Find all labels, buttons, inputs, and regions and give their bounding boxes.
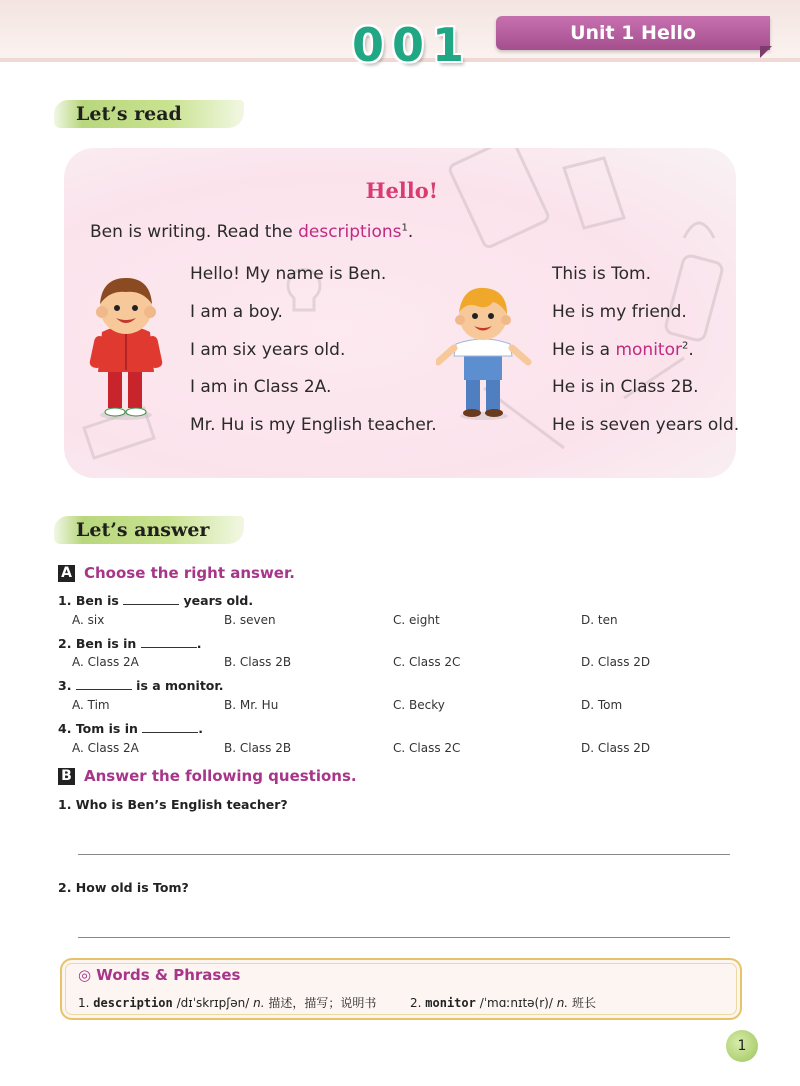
instruction-suffix: . xyxy=(407,222,414,242)
tom-line-3-suffix: . xyxy=(688,340,694,360)
ben-line-4: I am in Class 2A. xyxy=(190,377,332,397)
ben-line-5: Mr. Hu is my English teacher. xyxy=(190,415,437,435)
vocab-phonetic: /ˈmɑːnɪtə(r)/ xyxy=(479,996,553,1010)
question-b1: 1. Who is Ben’s English teacher? xyxy=(58,797,288,812)
option-a4-d[interactable]: D. Class 2D xyxy=(581,741,651,755)
vocab-item-1 xyxy=(78,994,376,1011)
option-a2-c[interactable]: C. Class 2C xyxy=(393,655,461,669)
answer-blank[interactable] xyxy=(76,679,132,690)
vocab-pos: n. xyxy=(556,996,569,1010)
option-a2-a[interactable]: A. Class 2A xyxy=(72,655,139,669)
vocab-number: 2. xyxy=(410,996,422,1010)
tom-line-3 xyxy=(552,340,694,360)
tom-line-5: He is seven years old. xyxy=(552,415,740,435)
ribbon-fold xyxy=(760,46,772,58)
option-a2-b[interactable]: B. Class 2B xyxy=(224,655,292,669)
answer-blank[interactable] xyxy=(141,637,197,648)
option-a3-d[interactable]: D. Tom xyxy=(581,698,623,712)
question-a4 xyxy=(58,721,203,736)
question-text: . xyxy=(198,721,204,736)
ben-line-2: I am a boy. xyxy=(190,302,283,322)
question-text: Ben is in xyxy=(75,636,137,651)
tom-line-3-prefix: He is a xyxy=(552,340,616,360)
option-a4-a[interactable]: A. Class 2A xyxy=(72,741,139,755)
tom-line-4: He is in Class 2B. xyxy=(552,377,699,397)
unit-title-ribbon: Unit 1 Hello xyxy=(496,16,770,50)
vocab-meaning: 班长 xyxy=(571,996,596,1010)
ben-line-3: I am six years old. xyxy=(190,340,346,360)
question-text: Tom is in xyxy=(75,721,138,736)
option-a1-a[interactable]: A. six xyxy=(72,613,105,627)
option-a3-b[interactable]: B. Mr. Hu xyxy=(224,698,279,712)
answer-blank[interactable] xyxy=(123,594,179,605)
question-a2 xyxy=(58,636,201,651)
option-a3-a[interactable]: A. Tim xyxy=(72,698,110,712)
answer-blank[interactable] xyxy=(142,722,198,733)
question-text: . xyxy=(196,636,202,651)
option-a2-d[interactable]: D. Class 2D xyxy=(581,655,651,669)
option-a1-b[interactable]: B. seven xyxy=(224,613,276,627)
vocab-word: monitor xyxy=(425,996,476,1010)
vocab-number: 1. xyxy=(78,996,90,1010)
tom-line-2: He is my friend. xyxy=(552,302,687,322)
option-a3-c[interactable]: C. Becky xyxy=(393,698,445,712)
question-number: 1. xyxy=(58,593,72,608)
vocab-word: description xyxy=(93,996,173,1010)
section-b-title: Answer the following questions. xyxy=(84,767,357,785)
instruction-prefix: Ben is writing. Read the xyxy=(90,222,299,242)
question-number: 3. xyxy=(58,678,72,693)
vocab-meaning: 描述，描写；说明书 xyxy=(268,996,377,1010)
section-a-badge: A xyxy=(58,565,75,582)
ben-line-1: Hello! My name is Ben. xyxy=(190,264,387,284)
question-a1 xyxy=(58,593,253,608)
answer-line-b1[interactable] xyxy=(78,854,730,855)
reading-instruction xyxy=(90,222,413,242)
reading-title: Hello! xyxy=(365,178,438,203)
vocab-pos: n. xyxy=(253,996,265,1010)
option-a4-b[interactable]: B. Class 2B xyxy=(224,741,292,755)
vocab-phonetic: /dɪˈskrɪpʃən/ xyxy=(176,996,250,1010)
question-text: is a monitor. xyxy=(136,678,224,693)
question-text: Ben is xyxy=(75,593,119,608)
instruction-keyword: descriptions xyxy=(298,222,402,242)
section-a-title: Choose the right answer. xyxy=(84,564,295,582)
page-folio: 1 xyxy=(726,1030,758,1062)
tom-line-1: This is Tom. xyxy=(552,264,651,284)
page-number: 001 xyxy=(352,18,473,72)
question-b2: 2. How old is Tom? xyxy=(58,880,189,895)
answer-line-b2[interactable] xyxy=(78,937,730,938)
section-b-badge: B xyxy=(58,768,75,785)
tom-line-3-keyword: monitor xyxy=(615,340,682,360)
option-a1-d[interactable]: D. ten xyxy=(581,613,618,627)
option-a1-c[interactable]: C. eight xyxy=(393,613,440,627)
lets-read-heading: Let’s read xyxy=(54,100,244,128)
vocab-item-2 xyxy=(410,994,596,1011)
question-a3 xyxy=(58,678,224,693)
lets-answer-heading: Let’s answer xyxy=(54,516,244,544)
question-number: 2. xyxy=(58,636,72,651)
footnote-marker-2: 2 xyxy=(681,340,689,352)
tom-illustration xyxy=(436,282,532,422)
option-a4-c[interactable]: C. Class 2C xyxy=(393,741,461,755)
words-phrases-title: ◎ Words & Phrases xyxy=(78,966,241,984)
question-text: years old. xyxy=(183,593,254,608)
ben-illustration xyxy=(88,272,164,422)
footnote-marker-1: 1 xyxy=(401,222,408,234)
question-number: 4. xyxy=(58,721,72,736)
